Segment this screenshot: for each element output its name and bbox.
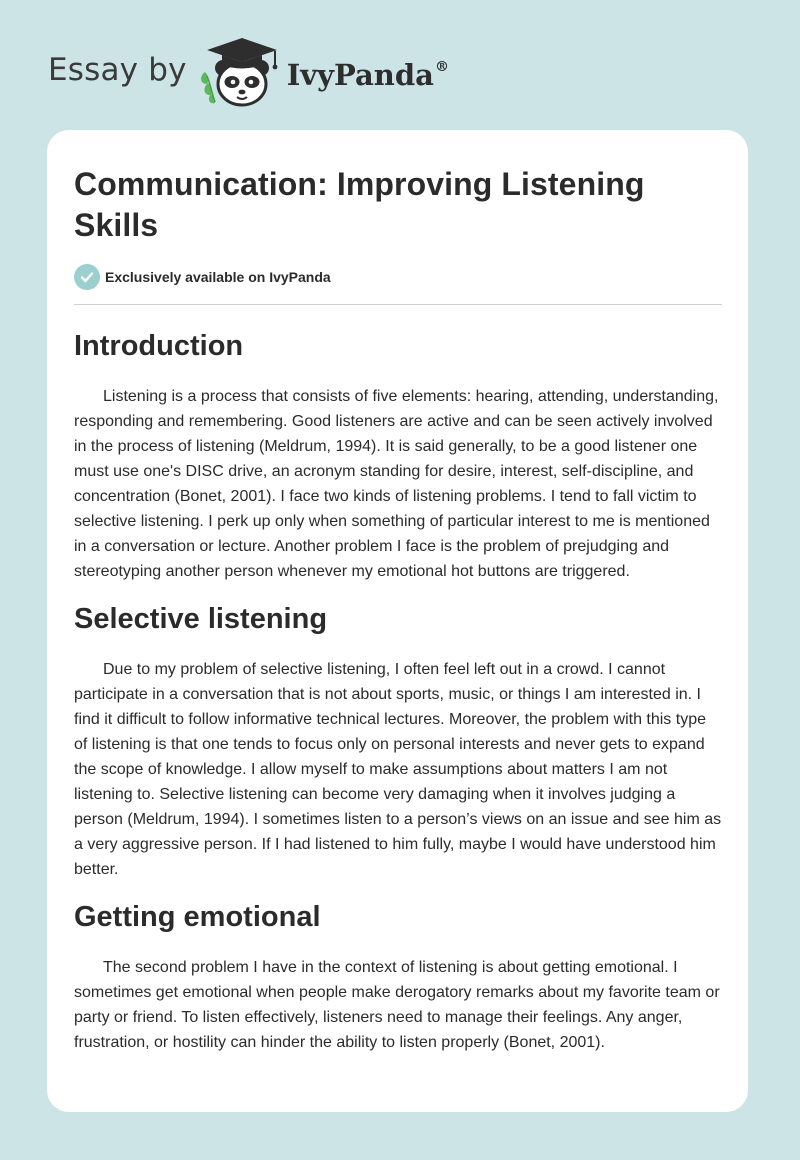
panda-logo-icon [197, 36, 283, 110]
brand-name: IvyPanda® [286, 58, 449, 92]
section-paragraph: The second problem I have in the context of listening is about getting emotional. I sometimes get emotional when people make derogatory remarks about my favorite team or party or friend. To listen effectively, listeners need to manage their feelings. Any anger, frustration, or hostility can hinder the ability to listen properly (Bonet, 2001). [74, 959, 720, 1051]
check-circle-icon [74, 264, 100, 290]
section-paragraph: Listening is a process that consists of five elements: hearing, attending, understanding, responding and remembering. Good listeners are active and can be seen actively involved in the process of listening (Meldrum, 1994). It is said generally, to be a good listener one must use one's DISC drive, an acronym standing for desire, interest, self-discipline, and concentration (Bonet, 2001). I face two kinds of listening problems. I tend to fall victim to selective listening. I perk up only when something of particular interest to me is mentioned in a conversation or lecture. Another problem I face is the problem of prejudging and stereotyping another person whenever my emotional hot buttons are triggered. [74, 388, 719, 580]
section-heading: Introduction [74, 330, 244, 362]
section-paragraph: Due to my problem of selective listening, I often feel left out in a crowd. I cannot participate in a conversation that is not about sports, music, or things I am interested in. I find it difficult to follow informative technical lectures. Moreover, the problem with this type of listening is that one tends to focus only on personal interests and never gets to expand the scope of knowledge. I allow myself to make assumptions about matters I am not listening to. Selective listening can become very damaging when it involves judging a person (Meldrum, 1994). I sometimes listen to a person’s views on an issue and see him as a very aggressive person. If I had listened to him fully, maybe I would have understood him better. [74, 661, 722, 878]
exclusive-label: Exclusively available on IvyPanda [105, 269, 331, 285]
essay-by-label: Essay by [48, 52, 187, 88]
page-title: Communication: Improving Listening Skills [74, 166, 645, 243]
section-heading: Getting emotional [74, 901, 321, 933]
section-selective-listening [74, 601, 722, 882]
exclusive-badge [74, 264, 722, 290]
section-getting-emotional [74, 899, 722, 1055]
section-introduction [74, 328, 722, 584]
site-header-logo[interactable] [48, 36, 449, 110]
title-divider [74, 304, 722, 305]
section-heading: Selective listening [74, 603, 328, 635]
registered-trademark: ® [434, 59, 449, 75]
essay-card [47, 130, 748, 1112]
